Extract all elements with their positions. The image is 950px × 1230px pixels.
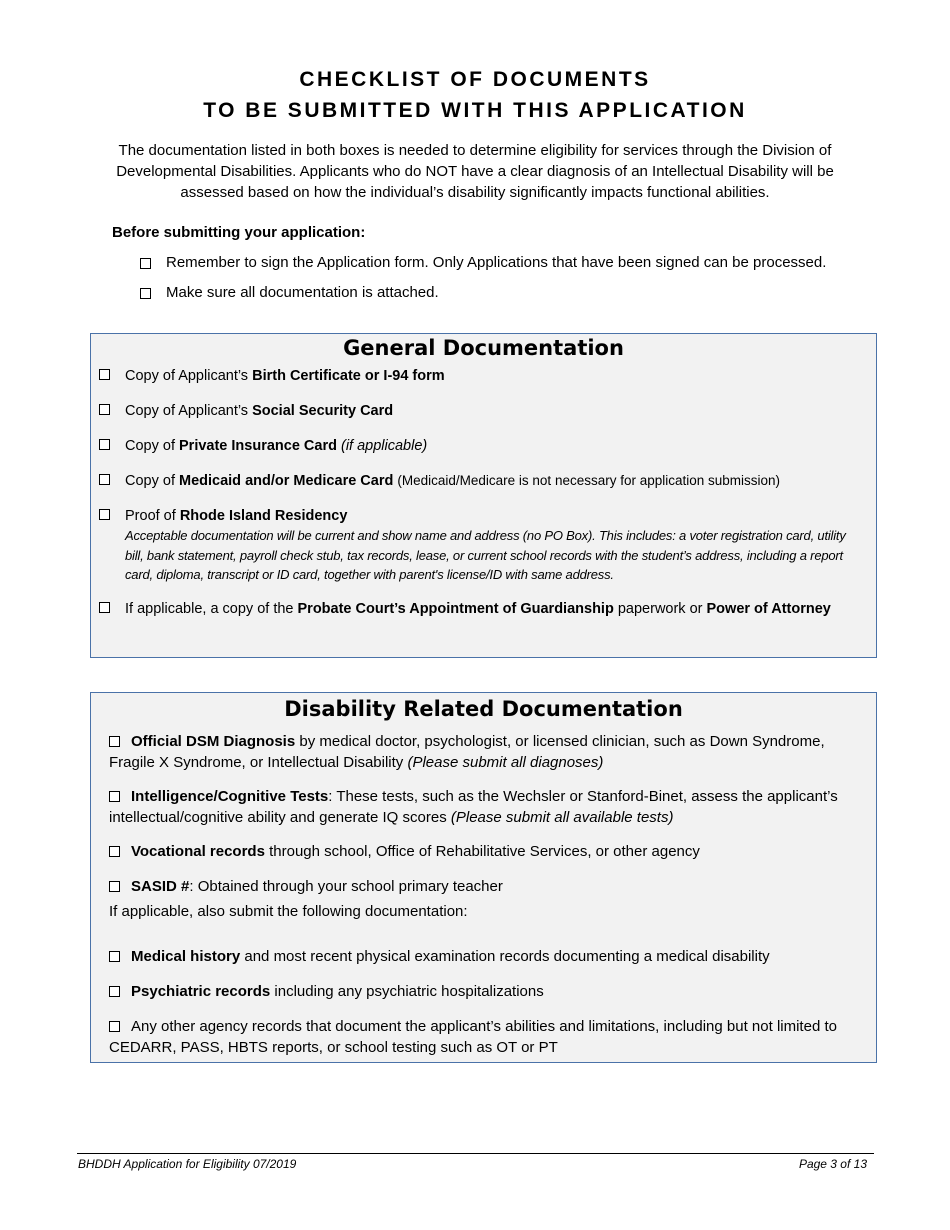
general-documentation-box	[90, 333, 877, 658]
checkbox-icon[interactable]	[109, 846, 120, 857]
item-bold: Private Insurance Card	[179, 438, 337, 454]
before-submitting-heading: Before submitting your application:	[112, 224, 366, 241]
checkbox-icon[interactable]	[109, 736, 120, 747]
general-item-text	[125, 599, 846, 619]
general-item-social-security	[99, 401, 846, 421]
general-item-private-insurance	[99, 436, 846, 456]
residency-note: Acceptable documentation will be current and show name and address (no PO Box). This includes: a voter registration card, utility bill, bank statement, payroll check stub, tax records, lease, or current school records with the student’s address, including a report card, diploma, transcript or ID card, together with parent's license/ID with same address.	[125, 528, 846, 582]
item-italic: (Please submit all diagnoses)	[407, 754, 604, 771]
disability-documentation-title: Disability Related Documentation	[284, 697, 683, 721]
general-item-residency	[99, 506, 846, 585]
item-text: including any psychiatric hospitalizations	[270, 983, 544, 1000]
disability-item-other-agency	[109, 1016, 860, 1058]
item-italic: (Please submit all available tests)	[450, 809, 674, 826]
item-mid: paperwork or	[613, 601, 707, 617]
disability-documentation-box	[90, 692, 877, 1063]
general-item-birth-certificate	[99, 366, 846, 386]
checkbox-icon[interactable]	[140, 288, 151, 299]
before-item-attached	[140, 283, 439, 303]
before-item-sign-text: Remember to sign the Application form. Only Applications that have been signed can be processed.	[166, 254, 827, 271]
footer-divider	[77, 1153, 874, 1154]
item-text: : These tests, such as the Wechsler or Stanford-Binet, assess the applicant’s intellectual/cognitive ability and generate IQ scores	[109, 788, 838, 826]
disability-item-medical-history	[109, 946, 860, 967]
item-bold: SASID #	[131, 878, 190, 895]
general-item-text	[125, 436, 846, 456]
intro-line-2: Developmental Disabilities. Applicants who do NOT have a clear diagnosis of an Intellectual Disability will be	[116, 163, 834, 180]
general-documentation-title: General Documentation	[343, 336, 624, 360]
general-item-text	[125, 366, 846, 386]
item-prefix: Proof of	[125, 508, 180, 524]
checkbox-icon[interactable]	[99, 474, 110, 485]
checkbox-icon[interactable]	[109, 881, 120, 892]
checkbox-icon[interactable]	[109, 986, 120, 997]
checkbox-icon[interactable]	[109, 951, 120, 962]
item-text: : Obtained through your school primary teacher	[189, 878, 503, 895]
item-text: and most recent physical examination records documenting a medical disability	[240, 948, 770, 965]
item-text: through school, Office of Rehabilitative Services, or other agency	[264, 843, 700, 860]
general-item-text	[125, 471, 846, 491]
item-bold: Medical history	[131, 948, 241, 965]
checkbox-icon[interactable]	[99, 439, 110, 450]
footer-page-number: Page 3 of 13	[798, 1157, 867, 1171]
intro-line-3: assessed based on how the individual’s disability significantly impacts functional abilities.	[180, 184, 770, 201]
item-bold: Power of Attorney	[706, 601, 831, 617]
item-bold: Psychiatric records	[131, 983, 271, 1000]
disability-item-sasid	[109, 876, 860, 897]
general-item-text	[125, 401, 846, 421]
if-applicable-text: If applicable, also submit the following documentation:	[109, 903, 468, 920]
general-item-guardianship	[99, 599, 846, 619]
checkbox-icon[interactable]	[109, 791, 120, 802]
checkbox-icon[interactable]	[99, 509, 110, 520]
general-item-text	[125, 506, 846, 585]
title-line-2: TO BE SUBMITTED WITH THIS APPLICATION	[203, 99, 747, 122]
general-item-medicaid	[99, 471, 846, 491]
item-bold: Vocational records	[131, 843, 265, 860]
checkbox-icon[interactable]	[99, 602, 110, 613]
item-note-small: (Medicaid/Medicare is not necessary for application submission)	[397, 473, 781, 488]
before-item-attached-text: Make sure all documentation is attached.	[166, 284, 439, 301]
item-bold: Social Security Card	[252, 403, 394, 419]
item-prefix: Copy of Applicant’s	[125, 403, 253, 419]
before-item-sign	[140, 253, 826, 273]
disability-item-vocational	[109, 841, 860, 862]
item-bold: Official DSM Diagnosis	[131, 733, 296, 750]
item-italic: (if applicable)	[341, 438, 428, 454]
item-prefix: Copy of	[125, 438, 179, 454]
disability-item-psychiatric	[109, 981, 860, 1002]
item-text: Any other agency records that document the applicant’s abilities and limitations, including but not limited to CEDARR, PASS, HBTS reports, or school testing such as OT or PT	[109, 1018, 837, 1056]
checkbox-icon[interactable]	[99, 369, 110, 380]
item-bold: Rhode Island Residency	[179, 508, 348, 524]
item-bold: Probate Court’s Appointment of Guardianship	[297, 601, 614, 617]
page-title	[0, 64, 950, 126]
disability-item-cognitive-tests	[109, 786, 860, 828]
checkbox-icon[interactable]	[109, 1021, 120, 1032]
item-prefix: Copy of Applicant’s	[125, 368, 253, 384]
checkbox-icon[interactable]	[140, 258, 151, 269]
item-prefix: Copy of	[125, 473, 179, 489]
item-bold: Birth Certificate or I-94 form	[252, 368, 445, 384]
title-line-1: CHECKLIST OF DOCUMENTS	[299, 68, 651, 91]
item-bold: Medicaid and/or Medicare Card	[179, 473, 394, 489]
disability-item-dsm-diagnosis	[109, 731, 860, 773]
item-prefix: If applicable, a copy of the	[125, 601, 298, 617]
footer-left: BHDDH Application for Eligibility 07/2019	[78, 1157, 297, 1171]
intro-line-1: The documentation listed in both boxes is needed to determine eligibility for services through the Division of	[118, 142, 832, 159]
intro-paragraph	[92, 140, 858, 203]
item-bold: Intelligence/Cognitive Tests	[131, 788, 329, 805]
item-text: by medical doctor, psychologist, or licensed clinician, such as Down Syndrome, Fragile X Syndrome, or Intellectual Disability	[109, 733, 825, 771]
checkbox-icon[interactable]	[99, 404, 110, 415]
